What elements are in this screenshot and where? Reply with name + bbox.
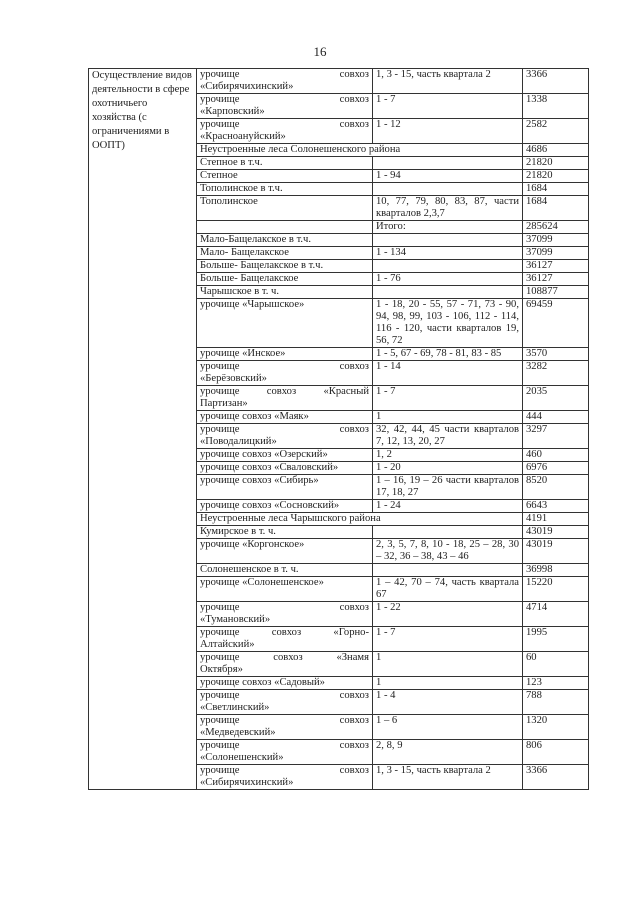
area-value: 1684 <box>523 196 589 221</box>
area-name: Мало-Бащелакское в т.ч. <box>197 234 373 247</box>
quarters-cell: 1, 2 <box>373 449 523 462</box>
area-name: Больше- Бащелакское <box>197 273 373 286</box>
quarters-cell <box>373 564 523 577</box>
area-name-line: урочище совхоз <box>200 69 369 80</box>
area-name: урочище совхоз «Сибирь» <box>197 475 373 500</box>
quarters-cell <box>373 183 523 196</box>
area-name-line: урочище совхоз <box>200 715 369 726</box>
quarters-cell <box>373 260 523 273</box>
area-name-line: урочище совхоз «Горно- <box>200 627 369 638</box>
area-name: урочище совхоз «Сосновский» <box>197 500 373 513</box>
page-number: 16 <box>313 44 327 59</box>
area-value: 37099 <box>523 247 589 260</box>
area-name <box>197 627 373 652</box>
area-name <box>197 740 373 765</box>
area-value: 4686 <box>523 144 589 157</box>
area-value: 21820 <box>523 157 589 170</box>
area-name-line: «Медведевский» <box>200 727 276 738</box>
quarters-cell: 1 - 20 <box>373 462 523 475</box>
quarters-cell: 1 - 7 <box>373 94 523 119</box>
area-value: 8520 <box>523 475 589 500</box>
area-value: 6643 <box>523 500 589 513</box>
area-name-line: «Сибирячихинский» <box>200 777 294 788</box>
area-value: 3282 <box>523 361 589 386</box>
area-name-line: «Тумановский» <box>200 614 271 625</box>
area-value: 806 <box>523 740 589 765</box>
area-value: 3366 <box>523 765 589 790</box>
area-name <box>197 221 373 234</box>
area-value: 285624 <box>523 221 589 234</box>
area-name-line: урочище совхоз «Красный <box>200 386 369 397</box>
area-name-line: урочище совхоз <box>200 119 369 130</box>
table-row <box>89 69 589 94</box>
area-value: 123 <box>523 677 589 690</box>
area-name-line: урочище совхоз «Знамя <box>200 652 369 663</box>
area-value: 2035 <box>523 386 589 411</box>
area-value: 3297 <box>523 424 589 449</box>
area-value: 2582 <box>523 119 589 144</box>
quarters-cell: 1 - 134 <box>373 247 523 260</box>
area-name-line: урочище совхоз <box>200 94 369 105</box>
area-value: 69459 <box>523 299 589 348</box>
quarters-cell: 1 – 16, 19 – 26 части кварталов 17, 18, 27 <box>373 475 523 500</box>
area-value: 788 <box>523 690 589 715</box>
area-name-line: урочище совхоз <box>200 690 369 701</box>
area-name <box>197 765 373 790</box>
area-name <box>197 69 373 94</box>
quarters-cell: 1 - 76 <box>373 273 523 286</box>
area-name-line: урочище совхоз <box>200 361 369 372</box>
hunting-areas-table <box>88 68 589 790</box>
quarters-cell: 1 - 22 <box>373 602 523 627</box>
area-name-line: «Красноануйский» <box>200 131 286 142</box>
area-name: урочище совхоз «Маяк» <box>197 411 373 424</box>
area-value: 21820 <box>523 170 589 183</box>
area-name <box>197 361 373 386</box>
area-name <box>197 690 373 715</box>
quarters-cell: 1 – 6 <box>373 715 523 740</box>
quarters-cell: 1 – 42, 70 – 74, часть квартала 67 <box>373 577 523 602</box>
quarters-cell: 1 - 4 <box>373 690 523 715</box>
area-name: урочище «Коргонское» <box>197 539 373 564</box>
quarters-cell: 1 - 5, 67 - 69, 78 - 81, 83 - 85 <box>373 348 523 361</box>
area-name-line: Октября» <box>200 664 243 675</box>
area-value: 1338 <box>523 94 589 119</box>
quarters-cell: 1 - 7 <box>373 627 523 652</box>
area-name: Неустроенные леса Солонешенского района <box>197 144 523 157</box>
activity-label: Осуществление видов деятельности в сфере охотничьего хозяйства (с ограничениями в ООПТ) <box>89 69 197 790</box>
area-name: урочище «Инское» <box>197 348 373 361</box>
area-name-line: Алтайский» <box>200 639 255 650</box>
area-name: Тополинское в т.ч. <box>197 183 373 196</box>
area-name-line: «Поводалицкий» <box>200 436 277 447</box>
quarters-cell: 1 - 12 <box>373 119 523 144</box>
area-name-line: «Солонешенский» <box>200 752 284 763</box>
quarters-cell: 1 - 24 <box>373 500 523 513</box>
area-name <box>197 602 373 627</box>
area-name: Степное <box>197 170 373 183</box>
area-name: Больше- Бащелакское в т.ч. <box>197 260 373 273</box>
area-name: урочище «Солонешенское» <box>197 577 373 602</box>
area-value: 15220 <box>523 577 589 602</box>
quarters-cell: Итого: <box>373 221 523 234</box>
quarters-cell: 1 <box>373 677 523 690</box>
quarters-cell: 2, 8, 9 <box>373 740 523 765</box>
area-value: 36998 <box>523 564 589 577</box>
area-name <box>197 386 373 411</box>
area-name <box>197 119 373 144</box>
area-name-line: «Светлинский» <box>200 702 270 713</box>
quarters-cell <box>373 286 523 299</box>
area-value: 3366 <box>523 69 589 94</box>
area-value: 1320 <box>523 715 589 740</box>
quarters-cell: 10, 77, 79, 80, 83, 87, части кварталов 2,3,7 <box>373 196 523 221</box>
area-value: 36127 <box>523 260 589 273</box>
quarters-cell: 1 - 18, 20 - 55, 57 - 71, 73 - 90, 94, 98, 99, 103 - 106, 112 - 114, 116 - 120, части кварталов 19, 56, 72 <box>373 299 523 348</box>
area-value: 60 <box>523 652 589 677</box>
quarters-cell: 1 <box>373 411 523 424</box>
area-value: 1684 <box>523 183 589 196</box>
area-name-line: Партизан» <box>200 398 248 409</box>
area-name: урочище совхоз «Озерский» <box>197 449 373 462</box>
quarters-cell: 1 - 14 <box>373 361 523 386</box>
area-name <box>197 715 373 740</box>
area-name <box>197 424 373 449</box>
quarters-cell <box>373 526 523 539</box>
area-value: 460 <box>523 449 589 462</box>
area-name: Солонешенское в т. ч. <box>197 564 373 577</box>
quarters-cell <box>373 234 523 247</box>
area-value: 108877 <box>523 286 589 299</box>
area-name-line: урочище совхоз <box>200 424 369 435</box>
area-name: Неустроенные леса Чарышского района <box>197 513 523 526</box>
area-value: 43019 <box>523 526 589 539</box>
area-name <box>197 94 373 119</box>
area-value: 4714 <box>523 602 589 627</box>
area-value: 37099 <box>523 234 589 247</box>
area-name: Тополинское <box>197 196 373 221</box>
area-name: урочище «Чарышское» <box>197 299 373 348</box>
area-name-line: «Сибирячихинский» <box>200 81 294 92</box>
quarters-cell: 2, 3, 5, 7, 8, 10 - 18, 25 – 28, 30 – 32, 36 – 38, 43 – 46 <box>373 539 523 564</box>
area-value: 43019 <box>523 539 589 564</box>
area-value: 444 <box>523 411 589 424</box>
area-name: Степное в т.ч. <box>197 157 373 170</box>
area-name-line: «Берёзовский» <box>200 373 267 384</box>
quarters-cell: 1, 3 - 15, часть квартала 2 <box>373 765 523 790</box>
quarters-cell: 1 - 7 <box>373 386 523 411</box>
area-name: Кумирское в т. ч. <box>197 526 373 539</box>
area-value: 3570 <box>523 348 589 361</box>
area-value: 4191 <box>523 513 589 526</box>
area-name-line: урочище совхоз <box>200 765 369 776</box>
quarters-cell <box>373 157 523 170</box>
area-name <box>197 652 373 677</box>
area-name: Мало- Бащелакское <box>197 247 373 260</box>
area-name-line: урочище совхоз <box>200 602 369 613</box>
area-value: 36127 <box>523 273 589 286</box>
area-name-line: «Карповский» <box>200 106 265 117</box>
area-name: Чарышское в т. ч. <box>197 286 373 299</box>
area-name: урочище совхоз «Сваловский» <box>197 462 373 475</box>
area-name: урочище совхоз «Садовый» <box>197 677 373 690</box>
area-value: 6976 <box>523 462 589 475</box>
quarters-cell: 32, 42, 44, 45 части кварталов 7, 12, 13, 20, 27 <box>373 424 523 449</box>
quarters-cell: 1 <box>373 652 523 677</box>
area-name-line: урочище совхоз <box>200 740 369 751</box>
quarters-cell: 1 - 94 <box>373 170 523 183</box>
area-value: 1995 <box>523 627 589 652</box>
quarters-cell: 1, 3 - 15, часть квартала 2 <box>373 69 523 94</box>
